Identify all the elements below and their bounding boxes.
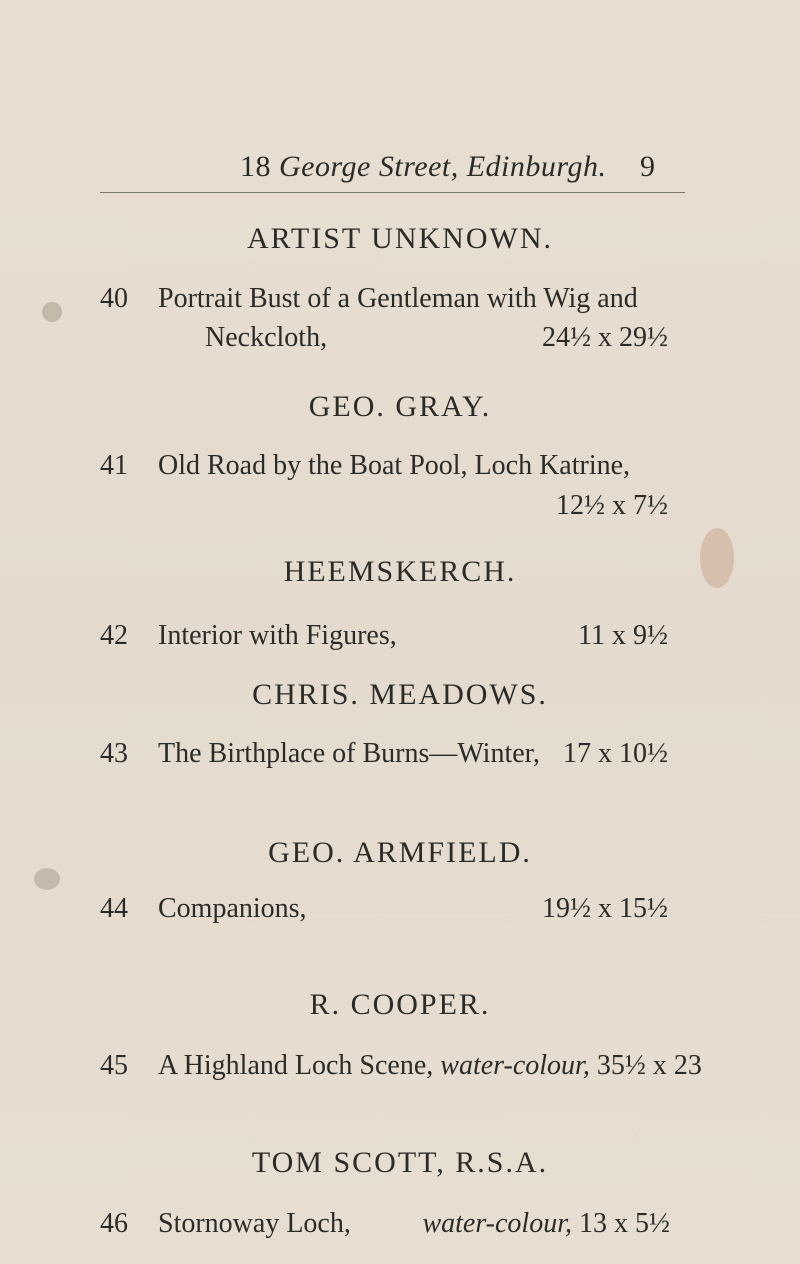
lot-number: 41 [100,450,128,481]
lot-number: 43 [100,738,128,769]
artist-heading: TOM SCOTT, R.S.A. [251,1146,549,1179]
lot-dimensions: 13 x 5½ [579,1208,670,1239]
lot-title: Companions, [158,893,307,924]
lot-dimensions: 35½ x 23 [596,1050,702,1081]
header-rule [100,192,685,193]
lot-medium: water-colour, [440,1050,590,1081]
artist-heading: GEO. GRAY. [308,390,492,423]
lot-title: Interior with Figures, [158,620,397,651]
lot-number: 45 [100,1050,128,1081]
header-street-number: 18 [240,150,271,183]
artist-heading: CHRIS. MEADOWS. [252,678,548,711]
lot-medium-dims [422,1208,670,1240]
artist-heading: R. COOPER. [309,988,491,1021]
paper-stain [34,868,60,890]
lot-number: 44 [100,893,128,924]
artist-heading: ARTIST UNKNOWN. [247,222,553,255]
lot-title [158,1050,702,1082]
lot-number: 40 [100,283,128,314]
lot-dimensions: 17 x 10½ [563,738,668,769]
lot-dimensions: 12½ x 7½ [556,490,668,521]
header-street: George Street, Edinburgh. [279,150,607,183]
lot-title: The Birthplace of Burns—Winter, [158,738,540,769]
lot-dimensions: 11 x 9½ [578,620,668,651]
lot-dimensions: 19½ x 15½ [542,893,668,924]
lot-medium: water-colour, [422,1208,572,1239]
lot-title-text: A Highland Loch Scene, [158,1050,434,1081]
running-header [0,150,800,190]
artist-heading: HEEMSKERCH. [283,555,517,588]
lot-title: Neckcloth, [205,322,328,353]
artist-heading: GEO. ARMFIELD. [268,836,532,869]
lot-dimensions: 24½ x 29½ [542,322,668,353]
lot-number: 46 [100,1208,128,1239]
lot-title: Portrait Bust of a Gentleman with Wig and [158,283,638,314]
page-number: 9 [640,150,655,183]
lot-number: 42 [100,620,128,651]
lot-title: Stornoway Loch, [158,1208,351,1239]
paper-stain [42,302,62,322]
lot-title: Old Road by the Boat Pool, Loch Katrine, [158,450,631,481]
header-title [240,150,606,184]
